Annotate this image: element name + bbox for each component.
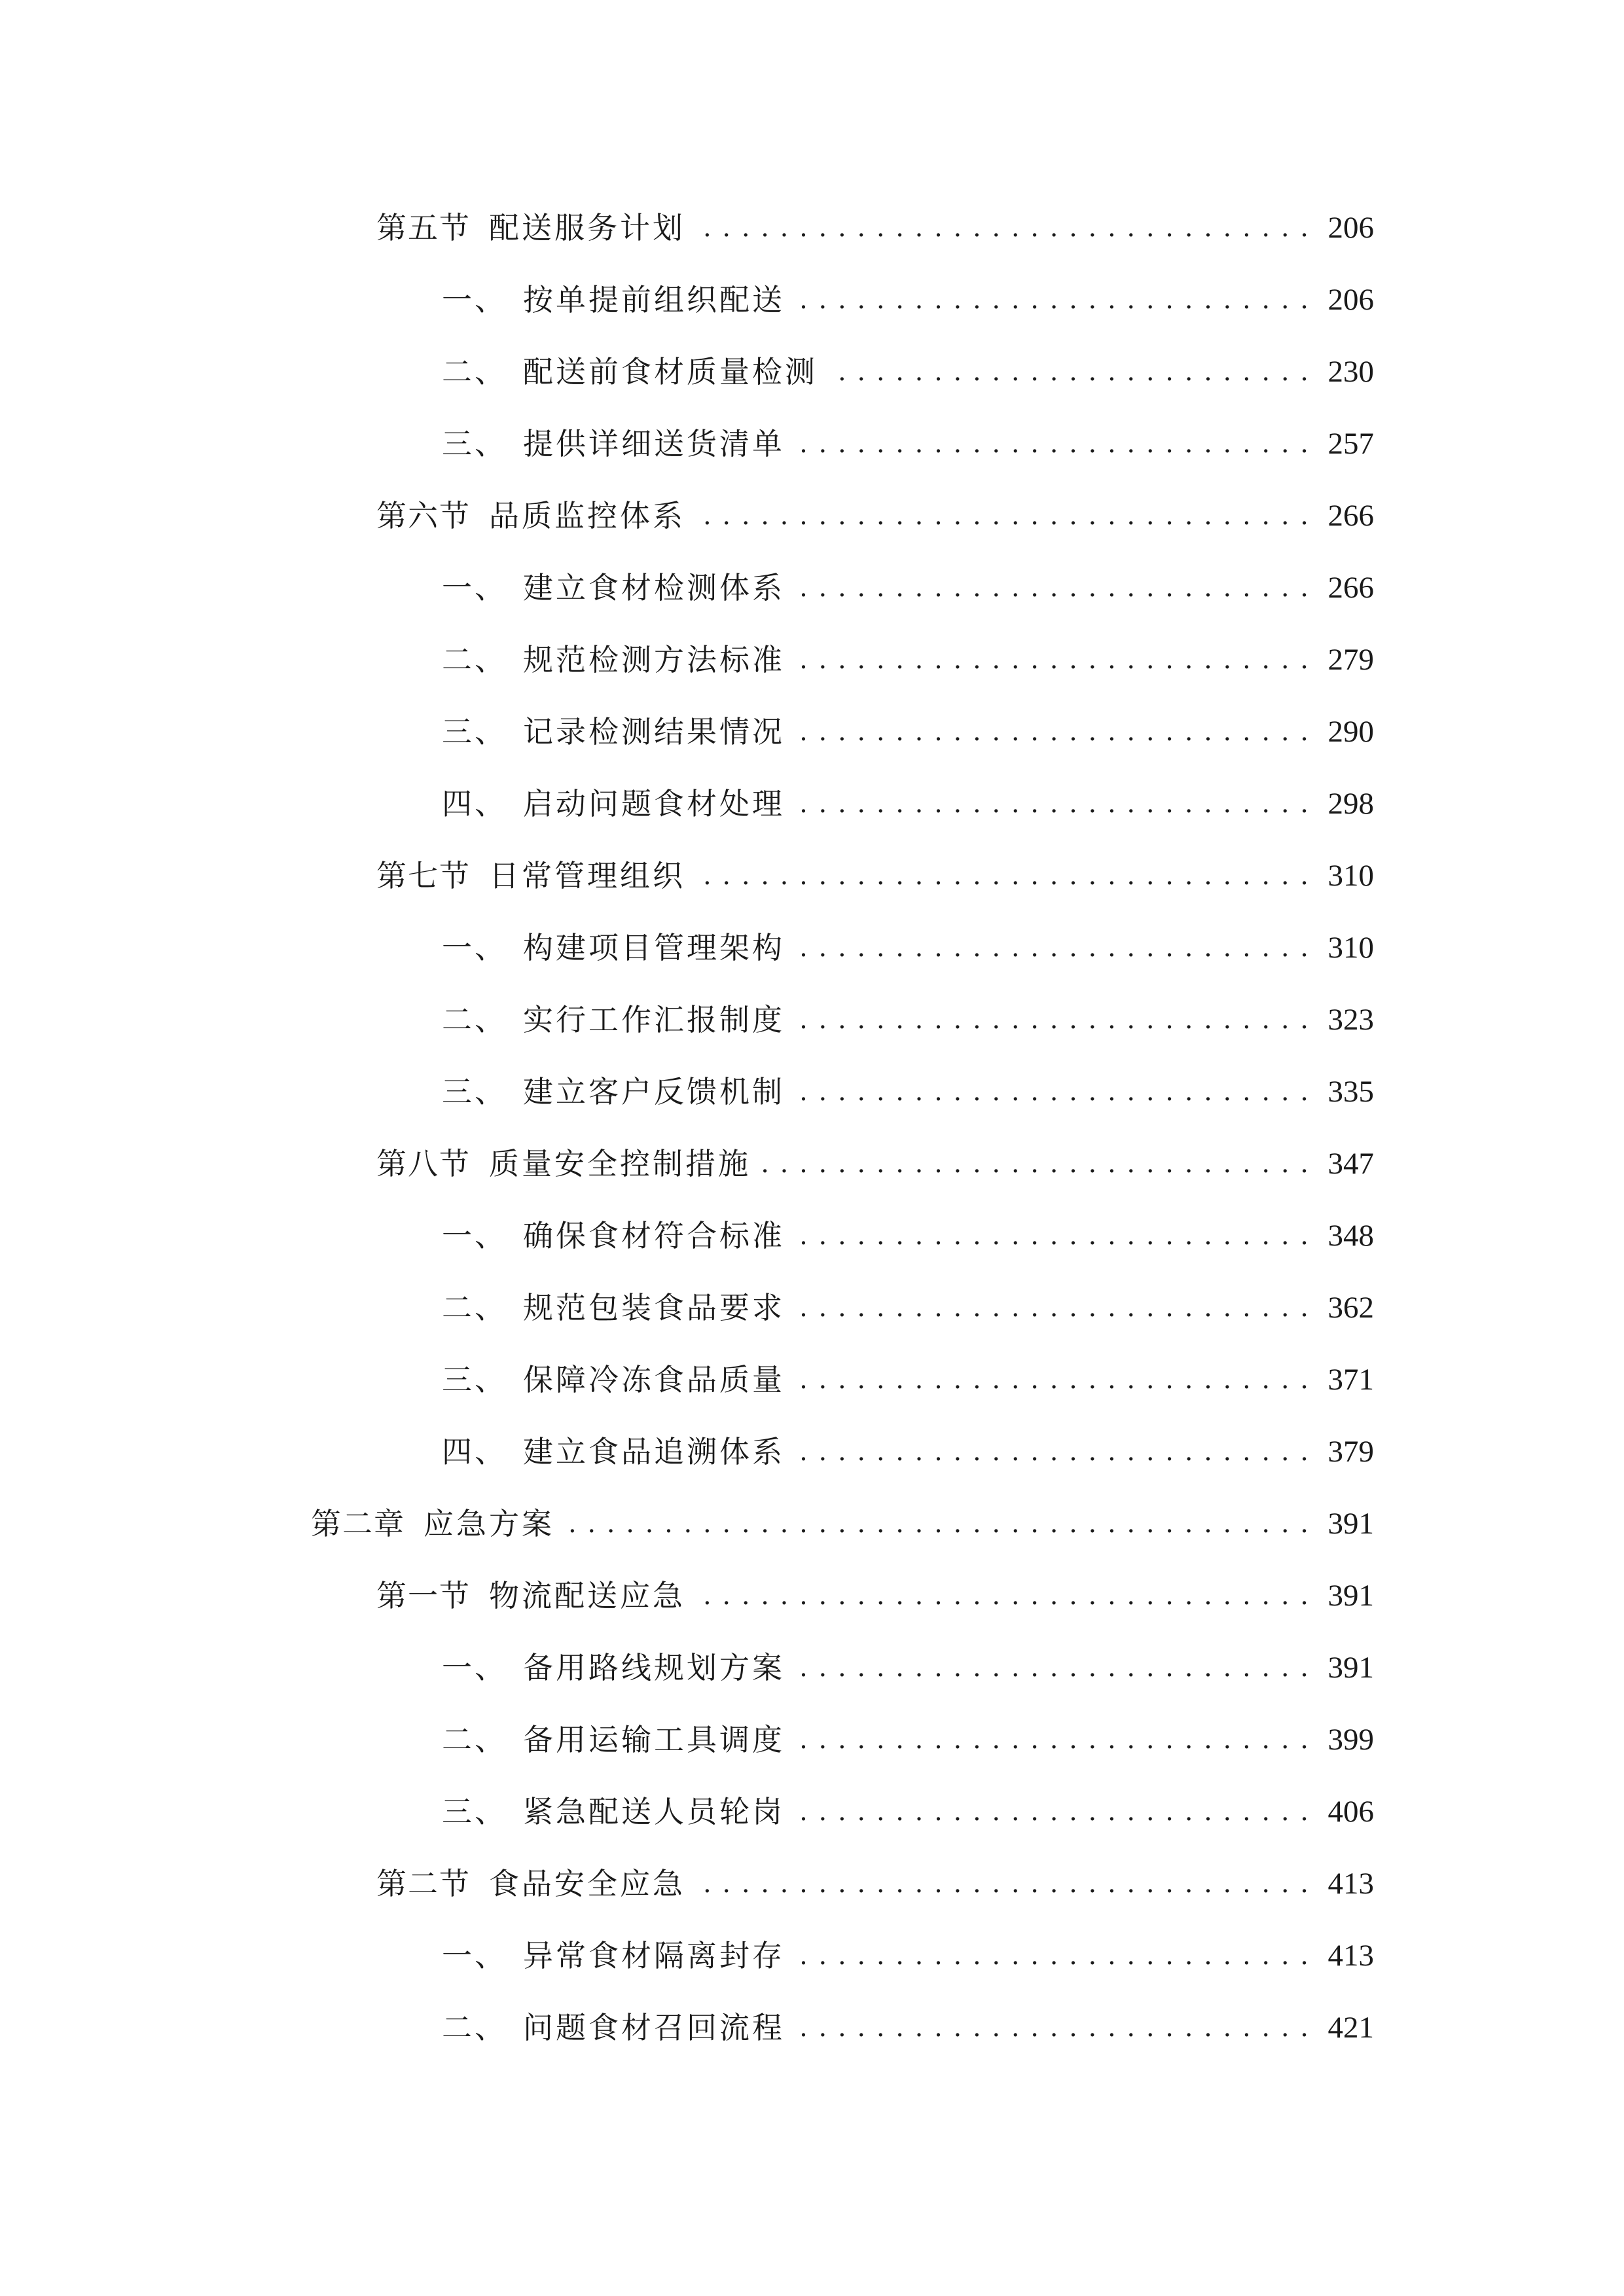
entry-number: 三、 bbox=[442, 714, 507, 749]
entry-title: 确保食材符合标准 bbox=[523, 1218, 785, 1253]
entry-number: 二、 bbox=[442, 354, 507, 389]
entry-page-number: 421 bbox=[1327, 2011, 1374, 2045]
entry-page-number: 391 bbox=[1327, 1651, 1374, 1685]
entry-page-number: 290 bbox=[1327, 715, 1374, 749]
dot-leader bbox=[566, 1498, 1310, 1550]
entry-title: 启动问题食材处理 bbox=[523, 786, 785, 821]
toc-entry-item[interactable] bbox=[442, 1354, 1374, 1406]
toc-entry-item[interactable] bbox=[442, 778, 1374, 830]
entry-title: 问题食材召回流程 bbox=[523, 2010, 785, 2045]
toc-entry-item[interactable] bbox=[442, 922, 1374, 974]
toc-entry-item[interactable] bbox=[442, 1641, 1374, 1694]
entry-page-number: 347 bbox=[1327, 1147, 1374, 1181]
entry-page-number: 391 bbox=[1327, 1579, 1374, 1613]
dot-leader bbox=[797, 274, 1310, 326]
entry-title: 紧急配送人员轮岗 bbox=[523, 1794, 785, 1829]
dot-leader bbox=[797, 1929, 1310, 1982]
entry-title: 备用运输工具调度 bbox=[523, 1722, 785, 1757]
dot-leader bbox=[797, 1066, 1310, 1118]
entry-title: 应急方案 bbox=[424, 1506, 554, 1541]
entry-title: 建立客户反馈机制 bbox=[523, 1074, 785, 1109]
dot-leader bbox=[797, 2001, 1310, 2054]
entry-number: 二、 bbox=[442, 1290, 507, 1325]
dot-leader bbox=[797, 1641, 1310, 1694]
dot-leader bbox=[797, 706, 1310, 758]
entry-number: 第二章 bbox=[311, 1506, 405, 1541]
entry-title: 构建项目管理架构 bbox=[523, 930, 785, 965]
entry-number: 第五节 bbox=[376, 210, 471, 245]
entry-page-number: 379 bbox=[1327, 1435, 1374, 1469]
entry-number: 四、 bbox=[442, 1434, 507, 1469]
entry-number: 三、 bbox=[442, 1794, 507, 1829]
entry-number: 三、 bbox=[442, 1362, 507, 1397]
toc-entry-section-2[interactable] bbox=[376, 1857, 1374, 1910]
entry-title: 记录检测结果情况 bbox=[523, 714, 785, 749]
dot-leader bbox=[797, 778, 1310, 830]
toc-entry-item[interactable] bbox=[442, 274, 1374, 326]
dot-leader bbox=[797, 1713, 1310, 1766]
entry-number: 第二节 bbox=[376, 1866, 471, 1901]
entry-number: 三、 bbox=[442, 426, 507, 461]
entry-title: 配送前食材质量检测 bbox=[523, 354, 818, 389]
toc-entry-section-6[interactable] bbox=[376, 490, 1374, 542]
toc-entry-item[interactable] bbox=[442, 1066, 1374, 1118]
entry-page-number: 391 bbox=[1327, 1507, 1374, 1541]
toc-entry-item[interactable] bbox=[442, 2001, 1374, 2054]
entry-number: 二、 bbox=[442, 2010, 507, 2045]
entry-number: 第七节 bbox=[376, 858, 471, 893]
toc-entry-chapter-2[interactable] bbox=[311, 1498, 1374, 1550]
entry-title: 保障冷冻食品质量 bbox=[523, 1362, 785, 1397]
entry-page-number: 257 bbox=[1327, 427, 1374, 461]
toc-entry-item[interactable] bbox=[442, 1713, 1374, 1766]
entry-title: 配送服务计划 bbox=[489, 210, 685, 245]
toc-entry-item[interactable] bbox=[442, 1785, 1374, 1838]
dot-leader bbox=[797, 418, 1310, 470]
entry-number: 三、 bbox=[442, 1074, 507, 1109]
entry-title: 品质监控体系 bbox=[489, 498, 685, 533]
toc-entry-item[interactable] bbox=[442, 1210, 1374, 1262]
entry-title: 实行工作汇报制度 bbox=[523, 1002, 785, 1037]
toc-entry-section-1[interactable] bbox=[376, 1570, 1374, 1622]
entry-title: 质量安全控制措施 bbox=[489, 1146, 751, 1181]
entry-number: 二、 bbox=[442, 642, 507, 677]
entry-page-number: 348 bbox=[1327, 1219, 1374, 1253]
toc-entry-item[interactable] bbox=[442, 1282, 1374, 1334]
entry-number: 一、 bbox=[442, 570, 507, 605]
entry-title: 规范包装食品要求 bbox=[523, 1290, 785, 1325]
entry-page-number: 399 bbox=[1327, 1723, 1374, 1757]
dot-leader bbox=[697, 850, 1310, 902]
toc-entry-item[interactable] bbox=[442, 994, 1374, 1046]
toc-entry-section-7[interactable] bbox=[376, 850, 1374, 902]
dot-leader bbox=[797, 1354, 1310, 1406]
entry-page-number: 206 bbox=[1327, 211, 1374, 245]
entry-number: 第六节 bbox=[376, 498, 471, 533]
dot-leader bbox=[797, 1426, 1310, 1478]
entry-number: 一、 bbox=[442, 1938, 507, 1973]
entry-number: 一、 bbox=[442, 930, 507, 965]
entry-number: 四、 bbox=[442, 786, 507, 821]
entry-page-number: 362 bbox=[1327, 1291, 1374, 1325]
entry-number: 第八节 bbox=[376, 1146, 471, 1181]
toc-entry-section-5[interactable] bbox=[376, 202, 1374, 254]
entry-page-number: 266 bbox=[1327, 499, 1374, 533]
entry-number: 二、 bbox=[442, 1722, 507, 1757]
toc-entry-item[interactable] bbox=[442, 706, 1374, 758]
dot-leader bbox=[697, 490, 1310, 542]
dot-leader bbox=[697, 202, 1310, 254]
entry-title: 提供详细送货清单 bbox=[523, 426, 785, 461]
toc-entry-item[interactable] bbox=[442, 562, 1374, 614]
entry-title: 按单提前组织配送 bbox=[523, 282, 785, 317]
dot-leader bbox=[797, 634, 1310, 686]
toc-entry-section-8[interactable] bbox=[376, 1138, 1374, 1190]
dot-leader bbox=[797, 922, 1310, 974]
entry-page-number: 298 bbox=[1327, 787, 1374, 821]
entry-number: 一、 bbox=[442, 1218, 507, 1253]
entry-title: 规范检测方法标准 bbox=[523, 642, 785, 677]
entry-title: 建立食材检测体系 bbox=[523, 570, 785, 605]
entry-title: 物流配送应急 bbox=[489, 1578, 685, 1613]
dot-leader bbox=[763, 1138, 1310, 1190]
toc-entry-item[interactable] bbox=[442, 418, 1374, 470]
entry-title: 异常食材隔离封存 bbox=[523, 1938, 785, 1973]
entry-page-number: 279 bbox=[1327, 643, 1374, 677]
entry-page-number: 371 bbox=[1327, 1363, 1374, 1397]
dot-leader bbox=[797, 1210, 1310, 1262]
entry-page-number: 310 bbox=[1327, 931, 1374, 965]
entry-number: 二、 bbox=[442, 1002, 507, 1037]
toc-entry-item[interactable] bbox=[442, 346, 1374, 398]
entry-page-number: 206 bbox=[1327, 283, 1374, 317]
dot-leader bbox=[797, 562, 1310, 614]
entry-title: 备用路线规划方案 bbox=[523, 1650, 785, 1685]
toc-entry-item[interactable] bbox=[442, 1426, 1374, 1478]
entry-page-number: 413 bbox=[1327, 1939, 1374, 1973]
entry-page-number: 413 bbox=[1327, 1867, 1374, 1901]
toc-entry-item[interactable] bbox=[442, 1929, 1374, 1982]
dot-leader bbox=[797, 1282, 1310, 1334]
dot-leader bbox=[697, 1857, 1310, 1910]
entry-number: 第一节 bbox=[376, 1578, 471, 1613]
entry-page-number: 323 bbox=[1327, 1003, 1374, 1037]
entry-page-number: 310 bbox=[1327, 859, 1374, 893]
entry-title: 日常管理组织 bbox=[489, 858, 685, 893]
dot-leader bbox=[697, 1570, 1310, 1622]
entry-title: 建立食品追溯体系 bbox=[523, 1434, 785, 1469]
entry-page-number: 406 bbox=[1327, 1795, 1374, 1829]
dot-leader bbox=[797, 1785, 1310, 1838]
entry-number: 一、 bbox=[442, 1650, 507, 1685]
dot-leader bbox=[797, 994, 1310, 1046]
dot-leader bbox=[829, 346, 1310, 398]
entry-page-number: 335 bbox=[1327, 1075, 1374, 1109]
entry-page-number: 266 bbox=[1327, 571, 1374, 605]
entry-number: 一、 bbox=[442, 282, 507, 317]
entry-page-number: 230 bbox=[1327, 355, 1374, 389]
entry-title: 食品安全应急 bbox=[489, 1866, 685, 1901]
toc-entry-item[interactable] bbox=[442, 634, 1374, 686]
